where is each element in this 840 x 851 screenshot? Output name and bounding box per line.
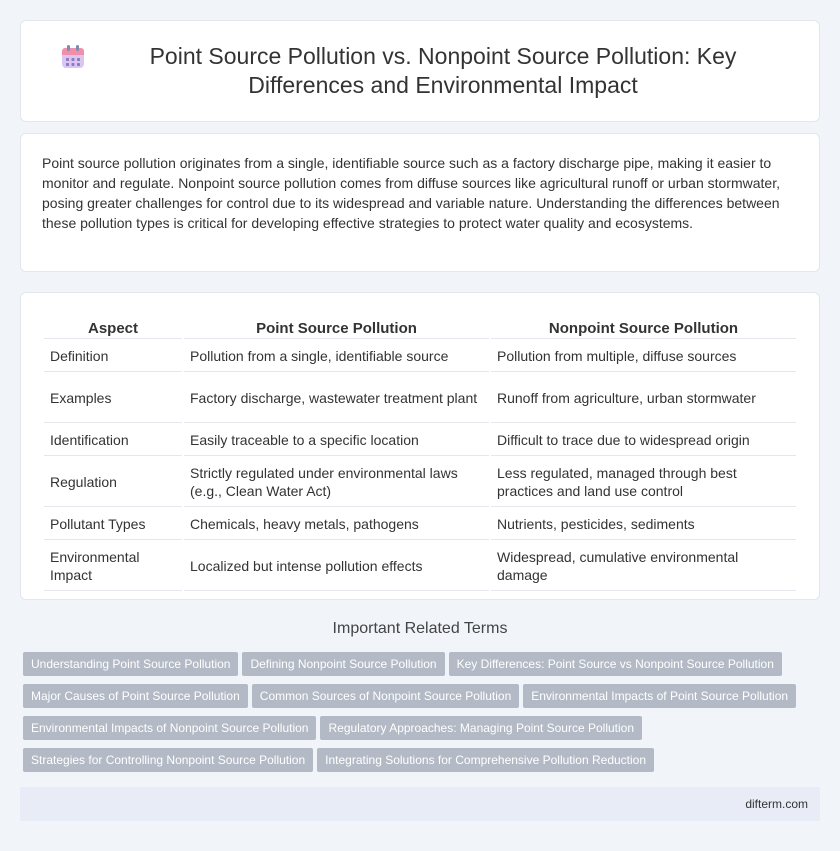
page-title: Point Source Pollution vs. Nonpoint Source Pollution: Key Differences and Environmental Impact	[149, 43, 737, 98]
table-cell: Definition	[44, 341, 182, 372]
table-row	[44, 374, 796, 423]
related-term-tag[interactable]: Understanding Point Source Pollution	[23, 652, 238, 676]
intro-card	[20, 133, 820, 272]
table-cell: Difficult to trace due to widespread origin	[491, 425, 796, 456]
table-row	[44, 425, 796, 456]
footer	[20, 787, 820, 821]
header-card	[20, 20, 820, 122]
table-cell: Pollution from a single, identifiable source	[184, 341, 489, 372]
related-term-tag[interactable]: Regulatory Approaches: Managing Point Source Pollution	[320, 716, 642, 740]
table-cell: Localized but intense pollution effects	[184, 542, 489, 591]
comparison-table-card	[20, 292, 820, 600]
related-term-tag[interactable]: Common Sources of Nonpoint Source Pollution	[252, 684, 519, 708]
table-cell: Widespread, cumulative environmental damage	[491, 542, 796, 591]
related-term-tag[interactable]: Strategies for Controlling Nonpoint Source Pollution	[23, 748, 313, 772]
column-header: Aspect	[44, 317, 182, 339]
related-terms-title: Important Related Terms	[332, 620, 508, 637]
table-row	[44, 509, 796, 540]
table-header-row	[44, 317, 796, 339]
table-cell: Strictly regulated under environmental laws (e.g., Clean Water Act)	[184, 458, 489, 507]
table-cell: Environmental Impact	[44, 542, 182, 591]
related-term-tag[interactable]: Environmental Impacts of Nonpoint Source Pollution	[23, 716, 316, 740]
table-cell: Examples	[44, 374, 182, 423]
table-cell: Runoff from agriculture, urban stormwater	[491, 374, 796, 423]
related-term-tag[interactable]: Major Causes of Point Source Pollution	[23, 684, 248, 708]
table-cell: Pollution from multiple, diffuse sources	[491, 341, 796, 372]
related-term-tag[interactable]: Integrating Solutions for Comprehensive Pollution Reduction	[317, 748, 654, 772]
table-row	[44, 542, 796, 591]
table-row	[44, 458, 796, 507]
related-term-tag[interactable]: Defining Nonpoint Source Pollution	[242, 652, 444, 676]
calendar-icon	[60, 44, 86, 70]
related-term-tag[interactable]: Key Differences: Point Source vs Nonpoint Source Pollution	[449, 652, 782, 676]
table-cell: Less regulated, managed through best practices and land use control	[491, 458, 796, 507]
related-term-tag[interactable]: Environmental Impacts of Point Source Pollution	[523, 684, 796, 708]
comparison-table	[42, 315, 798, 593]
column-header: Nonpoint Source Pollution	[491, 317, 796, 339]
table-cell: Regulation	[44, 458, 182, 507]
table-cell: Identification	[44, 425, 182, 456]
table-cell: Chemicals, heavy metals, pathogens	[184, 509, 489, 540]
table-row	[44, 341, 796, 372]
table-cell: Pollutant Types	[44, 509, 182, 540]
column-header: Point Source Pollution	[184, 317, 489, 339]
table-cell: Easily traceable to a specific location	[184, 425, 489, 456]
footer-site-link[interactable]: difterm.com	[745, 797, 808, 811]
table-cell: Nutrients, pesticides, sediments	[491, 509, 796, 540]
intro-paragraph: Point source pollution originates from a single, identifiable source such as a factory discharge pipe, making it easier to monitor and regulate. Nonpoint source pollution comes from diffuse sources like agricultural runoff or urban stormwater, posing greater challenges for control due to its widespread and variable nature. Understanding the differences between these pollution types is critical for developing effective strategies to protect water quality and ecosystems.	[42, 155, 780, 231]
related-terms-list	[23, 652, 823, 780]
table-cell: Factory discharge, wastewater treatment plant	[184, 374, 489, 423]
